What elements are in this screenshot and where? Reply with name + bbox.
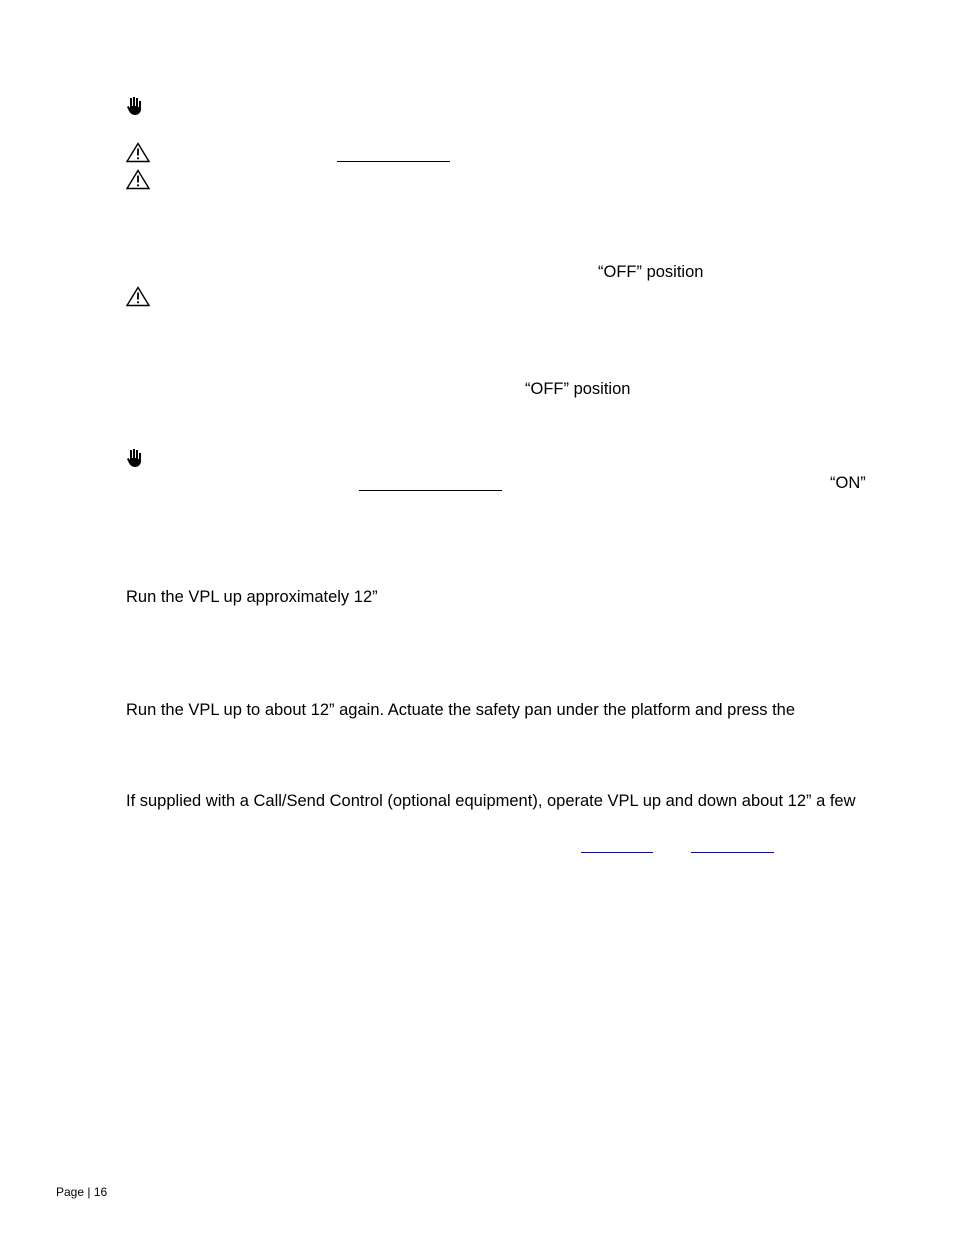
link-underline[interactable] (581, 852, 653, 853)
call-send-instruction: If supplied with a Call/Send Control (optional equipment), operate VPL up and down about 12” a few (126, 792, 856, 810)
run-vpl-instruction: Run the VPL up approximately 12” (126, 588, 378, 606)
hand-stop-icon (126, 96, 146, 116)
on-label-text: “ON” (830, 474, 866, 492)
off-position-text: “OFF” position (598, 263, 704, 281)
page-separator: | (87, 1185, 91, 1199)
page-label: Page (56, 1185, 85, 1199)
underline-rule (359, 490, 502, 491)
off-position-text: “OFF” position (525, 380, 631, 398)
link-underline[interactable] (691, 852, 774, 853)
run-vpl-again-instruction: Run the VPL up to about 12” again. Actuate the safety pan under the platform and press the (126, 701, 796, 719)
warning-triangle-icon (126, 142, 150, 163)
hand-stop-icon (126, 448, 146, 468)
underline-rule (337, 161, 450, 162)
warning-triangle-icon (126, 286, 150, 307)
page-footer (56, 1185, 107, 1199)
page-number: 16 (93, 1185, 108, 1199)
warning-triangle-icon (126, 169, 150, 190)
